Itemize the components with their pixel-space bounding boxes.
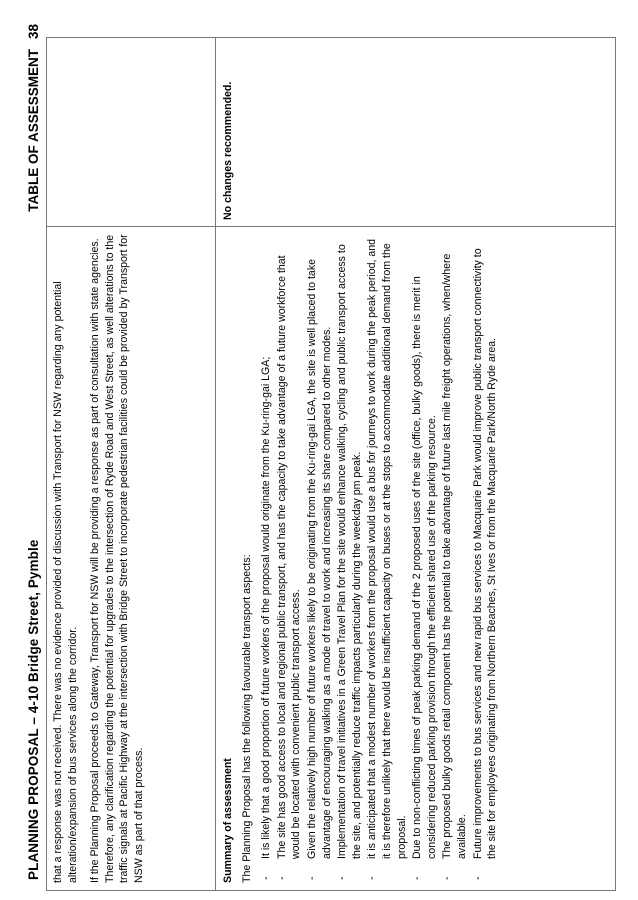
list-item (365, 231, 409, 883)
recommendation-cell (221, 40, 236, 220)
summary-intro: The Planning Proposal has the following favourable transport aspects: (240, 554, 253, 883)
assessment-table (46, 37, 616, 891)
bullet-dash: - (471, 876, 484, 880)
list-item-text: The site has good access to local and regional public transport, and has the capacity to take advantage of a future workforce that would be located with convenient public transport access. (275, 255, 303, 859)
list-item-text: The proposed bulky goods retail component has the potential to take advantage of future last mile freight operations, when/where available. (441, 253, 468, 859)
list-item (259, 231, 274, 883)
list-item-text: Due to non-conflicting times of peak parking demand of the 2 proposed uses of the site (office, bulky goods), there is merit in considering reduced parking provision through the efficient shared use of the parking resource. (411, 276, 438, 859)
list-item-text: it is anticipated that a modest number of workers from the proposal would use a bus for journeys to work during the peak period, and it is therefore unlikely that there would be insufficient capacity on buses or at the stops to accommodate additional demand from the proposal. (366, 238, 408, 859)
list-item-text: It is likely that a good proportion of future workers of the proposal would originate from the Ku-ring-gai LGA; (260, 356, 273, 859)
list-item (305, 231, 334, 883)
list-item (335, 231, 364, 883)
section-header (26, 24, 41, 212)
summary-heading: Summary of assessment (222, 758, 234, 883)
bullet-dash: - (411, 876, 424, 880)
recommendation-text: No changes recommended. (222, 81, 234, 220)
list-item-text: Future improvements to bus services and new rapid bus services to Macquarie Park would improve public transport connectivity to the site for employees originating from Northern Beaches, St Ives or from the Macquarie Park/North Ryde area. (471, 248, 499, 859)
row-divider (215, 38, 216, 890)
bullet-dash: - (275, 876, 288, 880)
list-item (410, 231, 439, 883)
bullet-dash: - (260, 876, 273, 880)
bullet-dash: - (441, 876, 454, 880)
list-item (471, 231, 500, 883)
list-item-text: Given the relatively high number of future workers likely to be originating from the Ku-ring-gai LGA, the site is well placed to take advantage of encouraging walking as a mode of travel to work and increasing its share compared to other modes. (305, 258, 333, 859)
page-number: 38 (26, 24, 41, 40)
list-item (275, 231, 304, 883)
bullet-dash: - (336, 876, 349, 880)
continued-text-cell (51, 231, 155, 883)
paragraph: that a response was not received. There was no evidence provided of discussion with Transport for NSW regarding any potential alteration/expansion of bus services along the corridor. (52, 281, 79, 883)
section-title: TABLE OF ASSESSMENT (26, 49, 41, 212)
list-item-text: Implementation of travel initiatives in a Green Travel Plan for the site would enhance walking, cycling and public transport access to the site, and potentially reduce traffic impacts particularly during the weekday pm peak. (336, 244, 363, 859)
paragraph: If the Planning Proposal proceeds to Gateway, Transport for NSW will be providing a response as part of consultation with state agencies. Therefore, any clarification regarding the potential for upgrades to the intersection of Ryde Road and West Street, as well alterations to the traffic signals at Pacific Highway at the intersection with Bridge Street to incorporate pedestrian facilities could be provided by Transport for NSW as part of that process. (89, 234, 145, 883)
bullet-dash: - (305, 876, 318, 880)
column-divider (47, 226, 615, 227)
summary-cell (221, 231, 501, 883)
bullet-dash: - (366, 876, 379, 880)
document-title: PLANNING PROPOSAL – 4-10 Bridge Street, Pymble (26, 539, 41, 880)
list-item (440, 231, 469, 883)
aspect-list (259, 231, 500, 883)
